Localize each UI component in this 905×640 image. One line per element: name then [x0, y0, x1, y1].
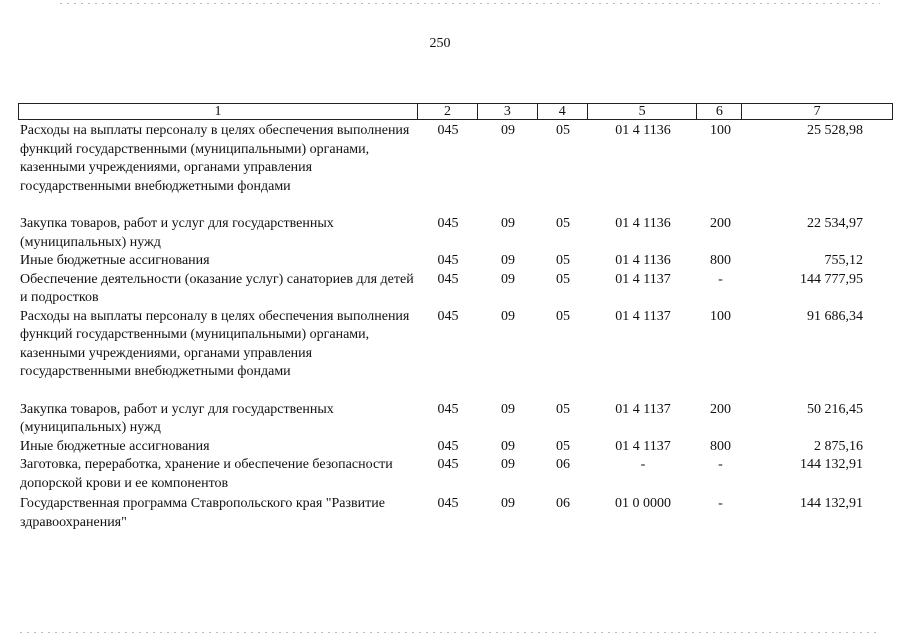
table-row: [18, 438, 893, 457]
row-amount: 22 534,97: [807, 216, 863, 231]
row-section-code: 09: [501, 216, 515, 231]
row-ministry-code: 045: [437, 271, 459, 287]
row-expense-type: 100: [710, 308, 731, 324]
row-section-code: 09: [501, 496, 515, 511]
row-name: Закупка товаров, работ и услуг для государственных (муниципальных) нужд: [20, 401, 334, 435]
row-expense-type: -: [718, 271, 723, 287]
row-ministry-code: 045: [437, 457, 459, 472]
table-row: [18, 122, 893, 196]
row-subsection-code: 05: [556, 216, 570, 231]
row-ministry-code: 045: [437, 496, 459, 511]
row-ministry-code: 045: [437, 253, 459, 268]
scan-noise-top: [60, 3, 880, 4]
row-spacer: [18, 196, 893, 215]
row-target-code: 01 0 0000: [615, 496, 671, 511]
row-subsection-code: 05: [556, 401, 570, 417]
row-target-code: 01 4 1137: [615, 271, 671, 287]
row-section-code: 09: [501, 271, 515, 287]
row-subsection-code: 05: [556, 308, 570, 324]
row-section-code: 09: [501, 457, 515, 472]
row-expense-type: 200: [710, 216, 731, 231]
header-col-6: 6: [697, 104, 742, 119]
page-number: 250: [429, 36, 451, 51]
row-ministry-code: 045: [437, 216, 459, 231]
row-name: Обеспечение деятельности (оказание услуг) санаториев для детей и подростков: [20, 271, 414, 305]
row-target-code: -: [640, 457, 646, 472]
table-header: [18, 103, 893, 120]
header-col-1: 1: [19, 104, 418, 119]
row-amount: 144 777,95: [800, 271, 863, 287]
table-row: [18, 456, 893, 493]
row-expense-type: -: [718, 457, 723, 472]
table-row: [18, 495, 893, 532]
row-target-code: 01 4 1136: [615, 123, 671, 138]
row-amount: 2 875,16: [814, 438, 863, 454]
row-subsection-code: 05: [556, 123, 570, 138]
table-body: [18, 122, 893, 532]
row-section-code: 09: [501, 438, 515, 454]
row-name: Иные бюджетные ассигнования: [20, 253, 210, 268]
row-amount: 144 132,91: [800, 496, 863, 511]
table-row: [18, 308, 893, 382]
row-expense-type: 800: [710, 253, 731, 268]
row-target-code: 01 4 1137: [615, 438, 671, 454]
row-section-code: 09: [501, 123, 515, 138]
row-expense-type: -: [718, 496, 723, 511]
table-row: [18, 271, 893, 308]
header-col-3: 3: [478, 104, 538, 119]
row-subsection-code: 06: [556, 496, 570, 511]
row-amount: 50 216,45: [807, 401, 863, 417]
row-expense-type: 800: [710, 438, 731, 454]
table-row: [18, 252, 893, 271]
row-target-code: 01 4 1136: [615, 216, 671, 231]
row-ministry-code: 045: [437, 438, 459, 454]
table-row: [18, 401, 893, 438]
row-name: Иные бюджетные ассигнования: [20, 438, 210, 454]
header-col-7: 7: [813, 104, 821, 119]
row-amount: 25 528,98: [807, 123, 863, 138]
row-expense-type: 100: [710, 123, 731, 138]
header-col-5: 5: [588, 104, 698, 119]
row-section-code: 09: [501, 401, 515, 417]
row-spacer: [18, 382, 893, 401]
row-section-code: 09: [501, 253, 515, 268]
row-name: Закупка товаров, работ и услуг для государственных (муниципальных) нужд: [20, 216, 334, 250]
row-amount: 144 132,91: [800, 457, 863, 472]
row-ministry-code: 045: [437, 123, 459, 138]
row-name: Расходы на выплаты персоналу в целях обеспечения выполнения функций государственными (муниципальными) органами, казенными учреждениями, органами управления государственными внебюджетными фондами: [20, 308, 410, 379]
row-subsection-code: 05: [556, 253, 570, 268]
row-expense-type: 200: [710, 401, 731, 417]
row-subsection-code: 05: [556, 271, 570, 287]
row-target-code: 01 4 1137: [615, 401, 671, 417]
row-amount: 91 686,34: [807, 308, 863, 324]
scan-noise-bottom: [20, 632, 880, 633]
row-ministry-code: 045: [437, 308, 459, 324]
row-target-code: 01 4 1136: [615, 253, 671, 268]
row-name: Государственная программа Ставропольского края "Развитие здравоохранения": [20, 496, 385, 530]
row-subsection-code: 05: [556, 438, 570, 454]
row-subsection-code: 06: [556, 457, 570, 472]
row-amount: 755,12: [824, 253, 863, 268]
row-name: Заготовка, переработка, хранение и обеспечение безопасности допорской крови и ее компонентов: [20, 457, 393, 491]
table-row: [18, 215, 893, 252]
row-section-code: 09: [501, 308, 515, 324]
row-target-code: 01 4 1137: [615, 308, 671, 324]
row-ministry-code: 045: [437, 401, 459, 417]
header-col-2: 2: [418, 104, 478, 119]
header-col-4: 4: [538, 104, 588, 119]
row-name: Расходы на выплаты персоналу в целях обеспечения выполнения функций государственными (муниципальными) органами, казенными учреждениями, органами управления государственными внебюджетными фондами: [20, 123, 410, 194]
